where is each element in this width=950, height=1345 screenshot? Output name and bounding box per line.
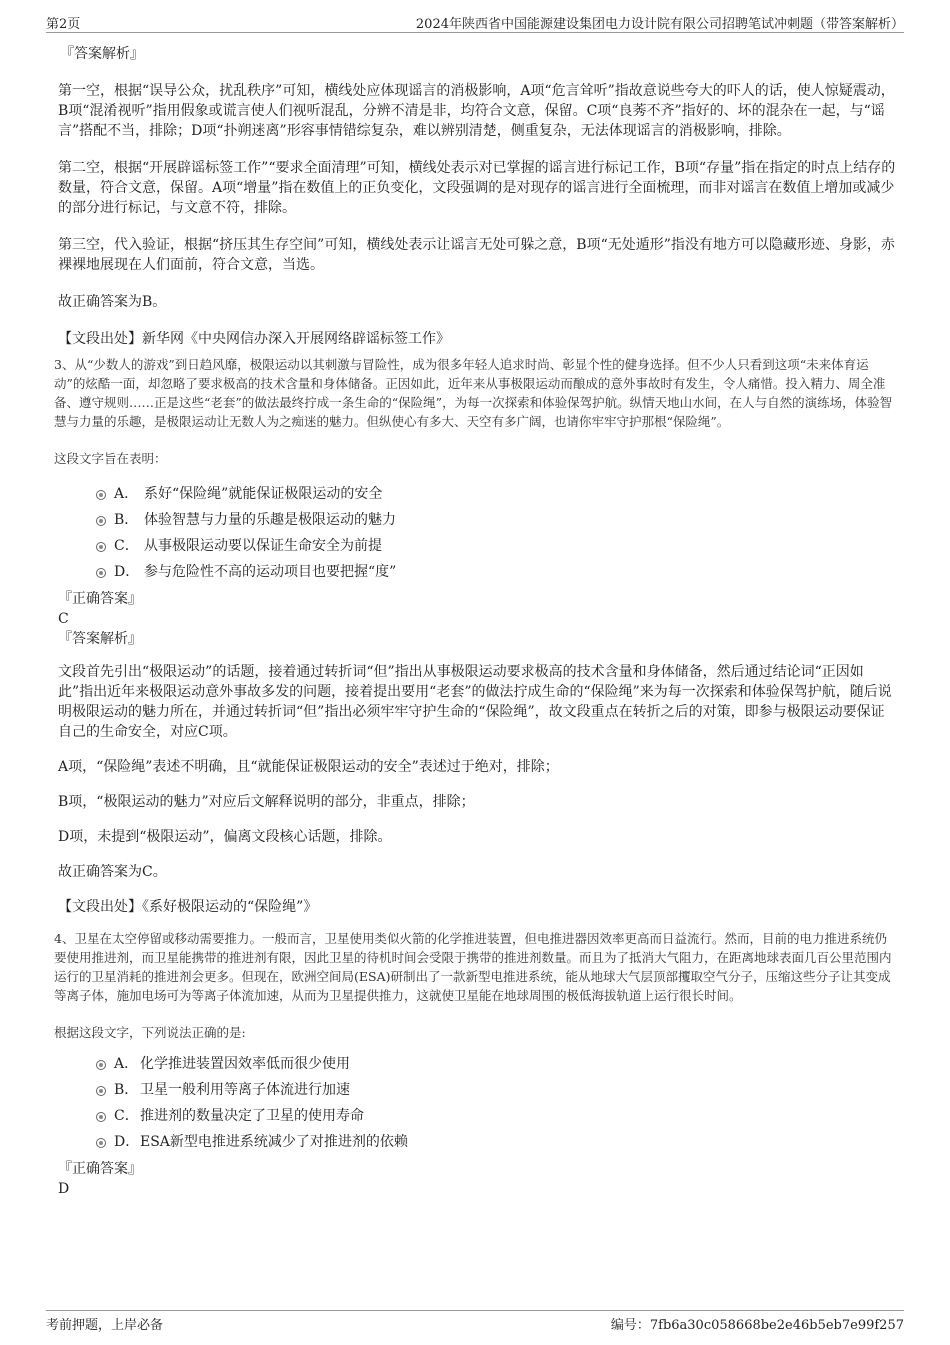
q3-analysis-para-2: A项，“保险绳”表述不明确，且“就能保证极限运动的安全”表述过于绝对，排除； xyxy=(58,759,559,775)
q3-source: 【文段出处】《系好极限运动的“保险绳”》 xyxy=(58,899,318,915)
q3-stem: 这段文字旨在表明： xyxy=(54,451,167,466)
q3-answer-label: 『正确答案』 xyxy=(58,591,142,607)
q3-options xyxy=(58,481,898,585)
q4-option-c[interactable]: C．推进剂的数量决定了卫星的使用寿命 xyxy=(58,1103,898,1129)
radio-icon[interactable] xyxy=(96,1086,106,1096)
q2-analysis-label: 『答案解析』 xyxy=(60,46,144,62)
page-content xyxy=(54,44,898,1199)
q3-analysis-para-1: 文段首先引出“极限运动”的话题，接着通过转折词“但”指出从事极限运动要求极高的技术含量和身体储备，然后通过结论词“正因如此”指出近年来极限运动意外事故多发的问题，接着提出要用“老套”的做法拧成生命的“保险绳”来为每一次探索和体验保驾护航，随后说明极限运动的魅力所在，并通过转折词“但”指出必须牢牢守护生命的“保险绳”，故文段重点在转折之后的对策，即参与极限运动要保证自己的生命安全，对应C项。 xyxy=(58,664,892,740)
q3-answer: C xyxy=(58,611,69,627)
q2-analysis-para-3: 第三空，代入验证，根据“挤压其生存空间”可知，横线处表示让谣言无处可躲之意，B项“无处遁形”指没有地方可以隐藏形迹、身影，赤裸裸地展现在人们面前，符合文意，当选。 xyxy=(58,237,895,273)
q4-answer-label: 『正确答案』 xyxy=(58,1161,142,1177)
radio-icon[interactable] xyxy=(96,516,106,526)
q4-option-d[interactable]: D．ESA新型电推进系统减少了对推进剂的依赖 xyxy=(58,1129,898,1155)
page-header xyxy=(46,10,904,33)
q4-stem: 根据这段文字，下列说法正确的是: xyxy=(54,1025,246,1040)
radio-icon[interactable] xyxy=(96,1138,106,1148)
q3-option-a[interactable]: A． 系好“保险绳”就能保证极限运动的安全 xyxy=(58,481,898,507)
q2-analysis-para-1: 第一空，根据“误导公众，扰乱秩序”可知，横线处应体现谣言的消极影响，A项“危言耸听”指故意说些夸大的吓人的话，使人惊疑震动，B项“混淆视听”指用假象或谎言使人们视听混乱，分辨不清是非，均符合文意，保留。C项“良莠不齐”指好的、坏的混杂在一起，与“谣言”搭配不当，排除；D项“扑朔迷离”形容事情错综复杂，难以辨别清楚，侧重复杂，无法体现谣言的消极影响，排除。 xyxy=(58,83,895,139)
radio-icon[interactable] xyxy=(96,1112,106,1122)
q2-conclusion: 故正确答案为B。 xyxy=(58,294,167,310)
q3-conclusion: 故正确答案为C。 xyxy=(58,864,167,880)
radio-icon[interactable] xyxy=(96,490,106,500)
page-number: 第2页 xyxy=(46,17,81,32)
q4-answer: D xyxy=(58,1181,70,1197)
q3-option-b[interactable]: B． 体验智慧与力量的乐趣是极限运动的魅力 xyxy=(58,507,898,533)
q3-question: 3、从“少数人的游戏”到日趋风靡，极限运动以其刺激与冒险性，成为很多年轻人追求时尚、彰显个性的健身选择。但不少人只看到这项“未来体育运动”的炫酷一面，却忽略了要求极高的技术含量和身体储备。正因如此，近年来从事极限运动而酿成的意外事故时有发生，令人痛惜。投入精力、周全准备、遵守规则……正是这些“老套”的做法最终拧成一条生命的“保险绳”，为每一次探索和体验保驾护航。纵情天地山水间，在人与自然的演练场，体验智慧与力量的乐趣，是极限运动让无数人为之痴迷的魅力。但纵使心有多大、天空有多广阔，也请你牢牢守护那根“保险绳”。 xyxy=(54,357,893,429)
q4-option-b[interactable]: B． 卫星一般利用等离子体流进行加速 xyxy=(58,1077,898,1103)
q4-options xyxy=(58,1051,898,1155)
q2-source: 【文段出处】新华网《中央网信办深入开展网络辟谣标签工作》 xyxy=(58,331,450,347)
q2-analysis-para-2: 第二空，根据“开展辟谣标签工作”“要求全面清理”可知，横线处表示对已掌握的谣言进行标记工作，B项“存量”指在指定的时点上结存的数量，符合文意，保留。A项“增量”指在数值上的正负变化，文段强调的是对现存的谣言进行全面梳理，而非对谣言在数值上增加或减少的部分进行标记，与文意不符，排除。 xyxy=(58,160,896,216)
q3-analysis-para-3: B项，“极限运动的魅力”对应后文解释说明的部分，非重点，排除； xyxy=(58,794,475,810)
page-footer xyxy=(46,1310,904,1333)
footer-slogan: 考前押题，上岸必备 xyxy=(46,1318,164,1333)
radio-icon[interactable] xyxy=(96,1060,106,1070)
q4-option-a[interactable]: A． 化学推进装置因效率低而很少使用 xyxy=(58,1051,898,1077)
radio-icon[interactable] xyxy=(96,568,106,578)
q3-option-c[interactable]: C． 从事极限运动要以保证生命安全为前提 xyxy=(58,533,898,559)
q3-analysis-label: 『答案解析』 xyxy=(58,631,142,647)
q3-analysis-para-4: D项，未提到“极限运动”，偏离文段核心话题，排除。 xyxy=(58,829,392,845)
footer-serial: 编号：7fb6a30c058668be2e46b5eb7e99f257 xyxy=(610,1318,904,1333)
document-title: 2024年陕西省中国能源建设集团电力设计院有限公司招聘笔试冲刺题（带答案解析） xyxy=(415,17,904,32)
radio-icon[interactable] xyxy=(96,542,106,552)
q4-question: 4、卫星在太空停留或移动需要推力。一般而言，卫星使用类似火箭的化学推进装置，但电推进器因效率更高而日益流行。然而，目前的电力推进系统仍要使用推进剂，而卫星能携带的推进剂有限，因此卫星的待机时间会受限于携带的推进剂数量。而且为了抵消大气阻力，在距离地球表面几百公里范围内运行的卫星消耗的推进剂会更多。但现在，欧洲空间局(ESA)研制出了一款新型电推进系统，能从地球大气层顶部攫取空气分子，压缩这些分子让其变成等离子体，施加电场可为等离子体流加速，从而为卫星提供推力，这就使卫星能在地球周围的极低海拔轨道上运行很长时间。 xyxy=(54,931,892,1003)
q3-option-d[interactable]: D． 参与危险性不高的运动项目也要把握“度” xyxy=(58,559,898,585)
